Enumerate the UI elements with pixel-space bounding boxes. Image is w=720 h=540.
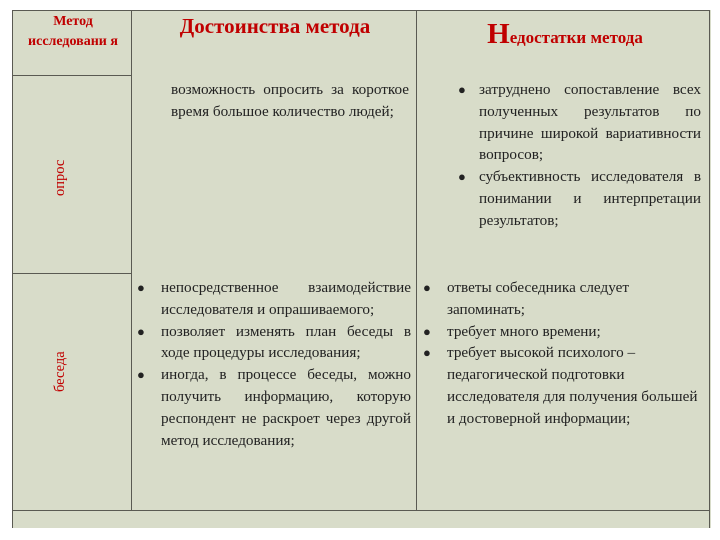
list-item bbox=[137, 364, 411, 451]
grid-line bbox=[131, 10, 132, 510]
bullet-icon: ● bbox=[137, 280, 145, 295]
interview-advantage-text: позволяет изменять план беседы в ходе процедуры исследования; bbox=[161, 322, 411, 362]
interview-advantage-text: иногда, в процессе беседы, можно получить информацию, которую респондент не раскроет через другой метод исследования; bbox=[161, 366, 411, 449]
bullet-icon: ● bbox=[458, 169, 466, 185]
row-label-interview: беседа bbox=[52, 351, 68, 392]
list-item bbox=[137, 277, 411, 321]
header-method: Метод исследовани я bbox=[28, 14, 118, 49]
bullet-icon: ● bbox=[423, 345, 431, 361]
list-item bbox=[423, 342, 705, 429]
interview-disadvantage-text: требует высокой психолого – педагогической подготовки исследователя для получения большей и достоверной информации; bbox=[447, 344, 698, 427]
bullet-icon: ● bbox=[423, 280, 431, 295]
bullet-icon: ● bbox=[423, 323, 431, 339]
header-advantages: Достоинства метода bbox=[179, 14, 371, 38]
grid-line bbox=[12, 273, 132, 274]
bullet-icon: ● bbox=[137, 367, 145, 383]
interview-advantage-text: непосредственное взаимодействие исследователя и опрашиваемого; bbox=[161, 279, 411, 318]
survey-advantages bbox=[171, 79, 409, 123]
survey-disadvantages bbox=[458, 79, 701, 232]
grid-line bbox=[12, 75, 132, 76]
grid-line bbox=[12, 510, 710, 511]
grid-line bbox=[12, 10, 710, 11]
grid-line bbox=[12, 10, 13, 528]
grid-line bbox=[709, 10, 710, 528]
list-item bbox=[423, 321, 705, 343]
bullet-icon: ● bbox=[458, 82, 466, 97]
interview-disadvantage-text: требует много времени; bbox=[447, 322, 601, 340]
interview-advantages bbox=[137, 277, 411, 451]
row-label-survey: опрос bbox=[52, 159, 68, 196]
survey-disadvantage-text: затруднено сопоставление всех полученных результатов по причине широкой вариативности вопросов; bbox=[479, 81, 701, 164]
survey-advantage-item: возможность опросить за короткое время большое количество людей; bbox=[171, 81, 409, 120]
survey-disadvantage-text: субъективность исследователя в понимании и интерпретации результатов; bbox=[479, 168, 701, 229]
list-item bbox=[458, 166, 701, 231]
list-item bbox=[458, 79, 701, 166]
list-item bbox=[423, 277, 705, 321]
header-disadvantages-initial: Н bbox=[487, 18, 510, 50]
header-disadvantages-rest: едостатки метода bbox=[509, 28, 643, 47]
header-disadvantages bbox=[420, 18, 710, 51]
grid-line bbox=[416, 10, 417, 510]
bullet-icon: ● bbox=[137, 323, 145, 339]
list-item bbox=[137, 321, 411, 365]
interview-disadvantage-text: ответы собеседника следует запоминать; bbox=[447, 279, 629, 318]
interview-disadvantages bbox=[423, 277, 705, 430]
